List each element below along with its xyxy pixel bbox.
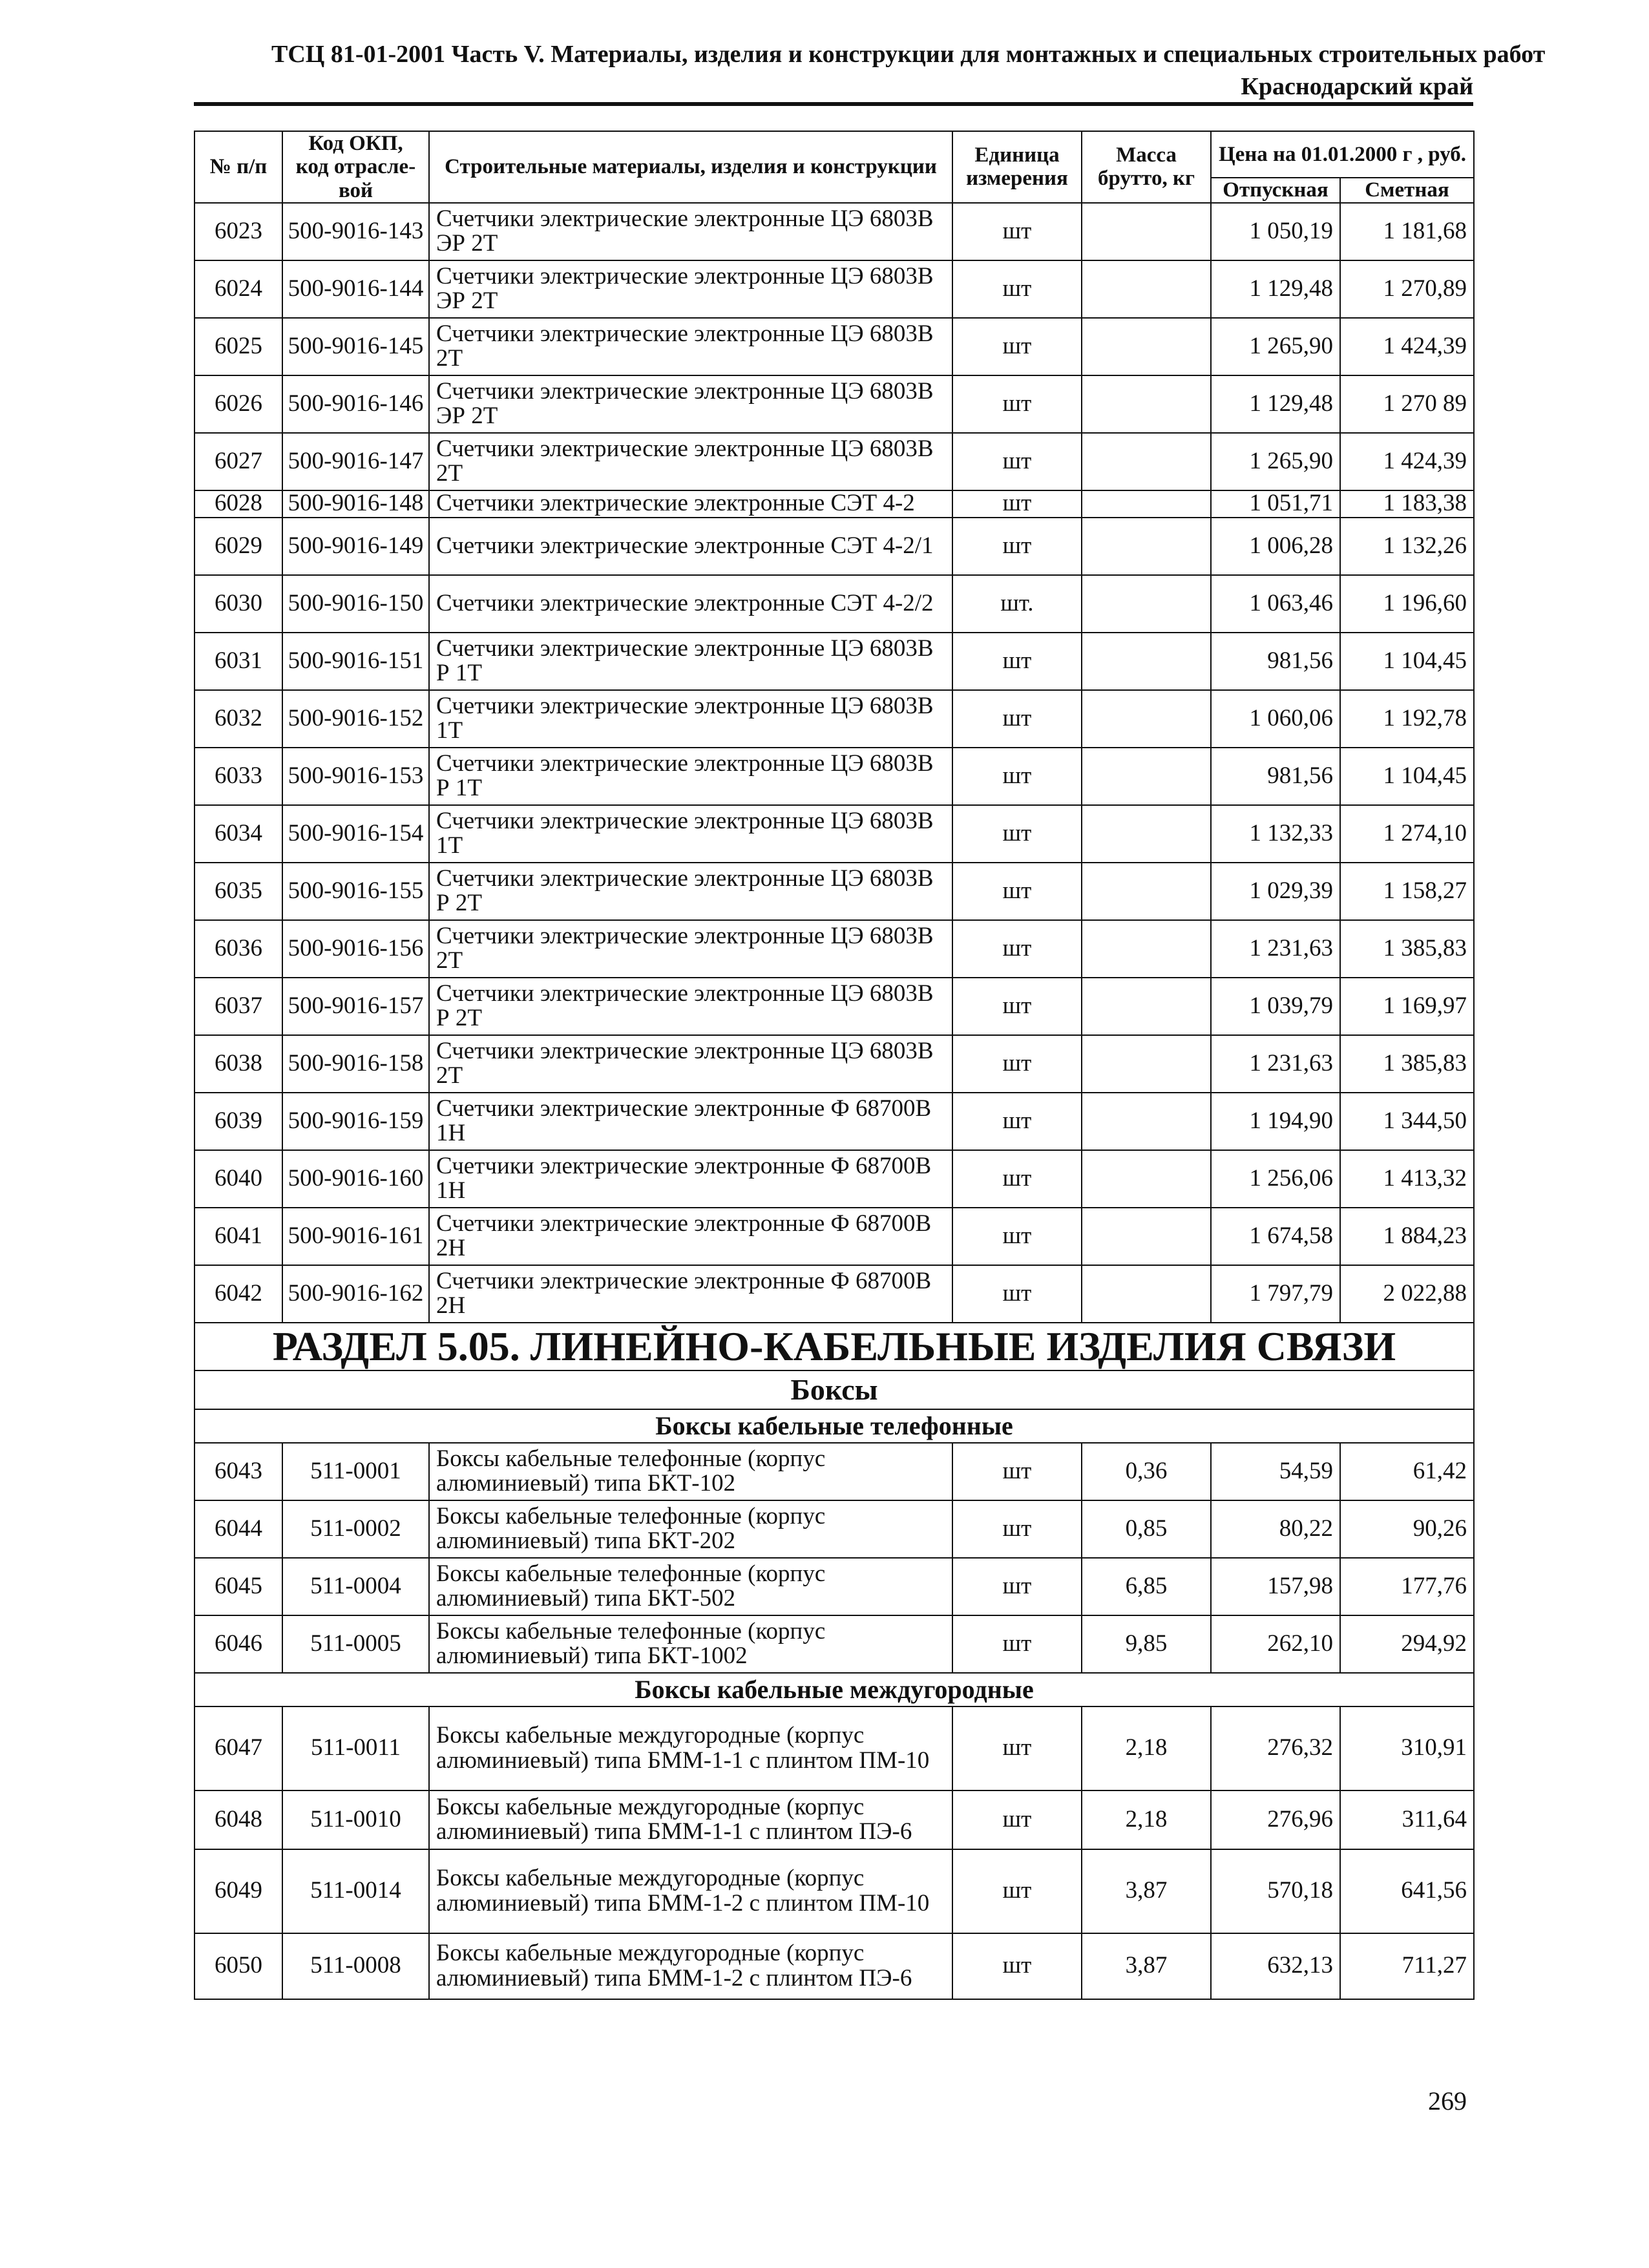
- cell-price-estimate: 1 132,26: [1340, 518, 1474, 575]
- table-row: [194, 518, 1474, 575]
- cell-mass: [1082, 433, 1211, 490]
- cell-num: 6050: [194, 1933, 282, 1999]
- cell-price-release: 80,22: [1211, 1500, 1340, 1558]
- cell-price-release: 1 129,48: [1211, 260, 1340, 318]
- cell-mass: 3,87: [1082, 1933, 1211, 1999]
- cell-code: 511-0008: [282, 1933, 429, 1999]
- cell-unit: шт: [952, 1265, 1082, 1323]
- cell-mass: [1082, 633, 1211, 690]
- table-row: [194, 490, 1474, 518]
- header-rule: [194, 102, 1473, 106]
- cell-mass: [1082, 375, 1211, 433]
- cell-num: 6048: [194, 1790, 282, 1849]
- cell-name: Счетчики электрические электронные Ф 68700В 2Н: [429, 1208, 952, 1265]
- cell-mass: [1082, 1150, 1211, 1208]
- cell-name: Счетчики электрические электронные Ф 68700В 2Н: [429, 1265, 952, 1323]
- table-body-meters: [194, 203, 1474, 1323]
- cell-name: Счетчики электрические электронные ЦЭ 6803В Р 1Т: [429, 748, 952, 805]
- cell-mass: 6,85: [1082, 1558, 1211, 1615]
- cell-code: 500-9016-160: [282, 1150, 429, 1208]
- running-header-region: Краснодарский край: [1241, 73, 1473, 100]
- cell-unit: шт: [952, 690, 1082, 748]
- cell-mass: [1082, 805, 1211, 863]
- cell-unit: шт: [952, 1150, 1082, 1208]
- cell-unit: шт: [952, 1933, 1082, 1999]
- cell-price-estimate: 1 385,83: [1340, 1035, 1474, 1093]
- cell-name: Счетчики электрические электронные СЭТ 4-2: [429, 490, 952, 518]
- cell-num: 6028: [194, 490, 282, 518]
- cell-price-estimate: 310,91: [1340, 1706, 1474, 1790]
- cell-unit: шт: [952, 433, 1082, 490]
- cell-price-release: 1 029,39: [1211, 863, 1340, 920]
- cell-price-estimate: 1 424,39: [1340, 318, 1474, 375]
- table-body-intercity-boxes: [194, 1706, 1474, 1999]
- cell-num: 6026: [194, 375, 282, 433]
- cell-unit: шт: [952, 1849, 1082, 1933]
- cell-price-estimate: 1 884,23: [1340, 1208, 1474, 1265]
- cell-num: 6047: [194, 1706, 282, 1790]
- cell-name: Боксы кабельные телефонные (корпус алюминиевый) типа БКТ-502: [429, 1558, 952, 1615]
- table-row: [194, 748, 1474, 805]
- section-title: РАЗДЕЛ 5.05. ЛИНЕЙНО-КАБЕЛЬНЫЕ ИЗДЕЛИЯ СВЯЗИ: [194, 1323, 1474, 1370]
- table-row: [194, 1558, 1474, 1615]
- table-row: [194, 1500, 1474, 1558]
- cell-unit: шт: [952, 978, 1082, 1035]
- table-row: [194, 1265, 1474, 1323]
- cell-price-release: 570,18: [1211, 1849, 1340, 1933]
- cell-price-estimate: 1 270,89: [1340, 260, 1474, 318]
- col-header-num: № п/п: [194, 131, 282, 203]
- cell-num: 6033: [194, 748, 282, 805]
- cell-code: 511-0002: [282, 1500, 429, 1558]
- cell-price-estimate: 90,26: [1340, 1500, 1474, 1558]
- cell-price-estimate: 1 413,32: [1340, 1150, 1474, 1208]
- cell-unit: шт: [952, 1443, 1082, 1500]
- subgroup-heading-intercity: [194, 1673, 1474, 1706]
- cell-num: 6041: [194, 1208, 282, 1265]
- cell-unit: шт: [952, 260, 1082, 318]
- cell-num: 6044: [194, 1500, 282, 1558]
- table-row: [194, 433, 1474, 490]
- cell-unit: шт: [952, 1706, 1082, 1790]
- cell-name: Боксы кабельные междугородные (корпус алюминиевый) типа БММ-1-1 с плинтом ПЭ-6: [429, 1790, 952, 1849]
- cell-price-estimate: 1 274,10: [1340, 805, 1474, 863]
- table-row: [194, 1615, 1474, 1673]
- cell-unit: шт: [952, 920, 1082, 978]
- cell-code: 500-9016-158: [282, 1035, 429, 1093]
- cell-unit: шт: [952, 1500, 1082, 1558]
- cell-unit: шт: [952, 203, 1082, 260]
- cell-name: Счетчики электрические электронные СЭТ 4-2/1: [429, 518, 952, 575]
- cell-name: Счетчики электрические электронные ЦЭ 6803В ЭР 2Т: [429, 375, 952, 433]
- cell-price-estimate: 1 196,60: [1340, 575, 1474, 633]
- col-header-mass: Масса брутто, кг: [1082, 131, 1211, 203]
- cell-price-release: 632,13: [1211, 1933, 1340, 1999]
- col-header-price-estimate: Сметная: [1340, 178, 1474, 203]
- cell-code: 500-9016-143: [282, 203, 429, 260]
- cell-price-release: 1 231,63: [1211, 1035, 1340, 1093]
- cell-price-estimate: 1 183,38: [1340, 490, 1474, 518]
- running-header-title: ТСЦ 81-01-2001 Часть V. Материалы, изделия и конструкции для монтажных и специальных строительных работ: [271, 41, 1546, 68]
- cell-mass: [1082, 1093, 1211, 1150]
- cell-price-estimate: 1 192,78: [1340, 690, 1474, 748]
- table-body-telephone-boxes: [194, 1443, 1474, 1673]
- cell-code: 500-9016-144: [282, 260, 429, 318]
- section-headings: [194, 1323, 1474, 1443]
- cell-code: 500-9016-150: [282, 575, 429, 633]
- cell-name: Боксы кабельные телефонные (корпус алюминиевый) типа БКТ-1002: [429, 1615, 952, 1673]
- cell-name: Счетчики электрические электронные ЦЭ 6803В 1Т: [429, 805, 952, 863]
- cell-unit: шт: [952, 1790, 1082, 1849]
- table-row: [194, 1150, 1474, 1208]
- cell-unit: шт: [952, 490, 1082, 518]
- cell-name: Счетчики электрические электронные ЦЭ 6803В ЭР 2Т: [429, 260, 952, 318]
- cell-code: 500-9016-154: [282, 805, 429, 863]
- cell-num: 6038: [194, 1035, 282, 1093]
- col-header-price-release: Отпускная: [1211, 178, 1340, 203]
- col-header-price-group: Цена на 01.01.2000 г , руб.: [1211, 131, 1474, 178]
- cell-price-release: 1 265,90: [1211, 318, 1340, 375]
- group-title: Боксы: [194, 1370, 1474, 1409]
- cell-num: 6049: [194, 1849, 282, 1933]
- cell-price-release: 1 674,58: [1211, 1208, 1340, 1265]
- cell-price-estimate: 311,64: [1340, 1790, 1474, 1849]
- table-row: [194, 1035, 1474, 1093]
- table-row: [194, 1093, 1474, 1150]
- cell-name: Счетчики электрические электронные ЦЭ 6803В ЭР 2Т: [429, 203, 952, 260]
- cell-price-release: 981,56: [1211, 748, 1340, 805]
- cell-mass: [1082, 863, 1211, 920]
- cell-mass: [1082, 978, 1211, 1035]
- cell-name: Счетчики электрические электронные ЦЭ 6803В Р 2Т: [429, 978, 952, 1035]
- cell-mass: 2,18: [1082, 1790, 1211, 1849]
- cell-unit: шт: [952, 1035, 1082, 1093]
- cell-mass: [1082, 690, 1211, 748]
- cell-mass: [1082, 490, 1211, 518]
- cell-name: Счетчики электрические электронные ЦЭ 6803В Р 2Т: [429, 863, 952, 920]
- cell-price-release: 1 051,71: [1211, 490, 1340, 518]
- cell-mass: 9,85: [1082, 1615, 1211, 1673]
- cell-price-release: 276,96: [1211, 1790, 1340, 1849]
- table-row: [194, 1790, 1474, 1849]
- cell-price-release: 1 256,06: [1211, 1150, 1340, 1208]
- subgroup-title-intercity: Боксы кабельные междугородные: [194, 1673, 1474, 1706]
- cell-price-release: 1 194,90: [1211, 1093, 1340, 1150]
- cell-name: Счетчики электрические электронные ЦЭ 6803В 2Т: [429, 1035, 952, 1093]
- table-row: [194, 920, 1474, 978]
- table-row: [194, 375, 1474, 433]
- cell-price-estimate: 1 104,45: [1340, 748, 1474, 805]
- table-row: [194, 690, 1474, 748]
- cell-price-release: 262,10: [1211, 1615, 1340, 1673]
- cell-code: 500-9016-146: [282, 375, 429, 433]
- cell-unit: шт: [952, 518, 1082, 575]
- cell-num: 6046: [194, 1615, 282, 1673]
- cell-code: 500-9016-159: [282, 1093, 429, 1150]
- cell-price-estimate: 1 385,83: [1340, 920, 1474, 978]
- cell-name: Боксы кабельные телефонные (корпус алюминиевый) типа БКТ-202: [429, 1500, 952, 1558]
- cell-code: 500-9016-149: [282, 518, 429, 575]
- cell-price-estimate: 1 181,68: [1340, 203, 1474, 260]
- table-row: [194, 575, 1474, 633]
- cell-code: 500-9016-161: [282, 1208, 429, 1265]
- cell-name: Счетчики электрические электронные ЦЭ 6803В 2Т: [429, 433, 952, 490]
- cell-code: 511-0011: [282, 1706, 429, 1790]
- cell-code: 500-9016-145: [282, 318, 429, 375]
- cell-price-estimate: 1 424,39: [1340, 433, 1474, 490]
- cell-code: 511-0004: [282, 1558, 429, 1615]
- cell-num: 6040: [194, 1150, 282, 1208]
- table-row: [194, 805, 1474, 863]
- cell-name: Счетчики электрические электронные ЦЭ 6803В 2Т: [429, 318, 952, 375]
- cell-num: 6036: [194, 920, 282, 978]
- cell-num: 6045: [194, 1558, 282, 1615]
- price-table: [194, 131, 1475, 2000]
- cell-num: 6029: [194, 518, 282, 575]
- cell-code: 500-9016-157: [282, 978, 429, 1035]
- cell-code: 511-0001: [282, 1443, 429, 1500]
- table-row: [194, 1706, 1474, 1790]
- table-row: [194, 1443, 1474, 1500]
- cell-num: 6030: [194, 575, 282, 633]
- cell-code: 500-9016-147: [282, 433, 429, 490]
- cell-mass: [1082, 748, 1211, 805]
- cell-price-estimate: 641,56: [1340, 1849, 1474, 1933]
- cell-price-release: 981,56: [1211, 633, 1340, 690]
- cell-unit: шт: [952, 633, 1082, 690]
- cell-mass: [1082, 260, 1211, 318]
- table-row: [194, 1849, 1474, 1933]
- cell-unit: шт: [952, 863, 1082, 920]
- cell-code: 500-9016-153: [282, 748, 429, 805]
- table-row: [194, 633, 1474, 690]
- table-header: [194, 131, 1474, 203]
- cell-price-release: 1 039,79: [1211, 978, 1340, 1035]
- cell-price-release: 1 050,19: [1211, 203, 1340, 260]
- cell-mass: [1082, 920, 1211, 978]
- cell-unit: шт: [952, 805, 1082, 863]
- cell-unit: шт: [952, 1558, 1082, 1615]
- cell-name: Счетчики электрические электронные Ф 68700В 1Н: [429, 1093, 952, 1150]
- cell-mass: [1082, 1035, 1211, 1093]
- cell-price-release: 1 231,63: [1211, 920, 1340, 978]
- cell-name: Боксы кабельные междугородные (корпус алюминиевый) типа БММ-1-2 с плинтом ПМ-10: [429, 1849, 952, 1933]
- subgroup-title-telephone: Боксы кабельные телефонные: [194, 1409, 1474, 1443]
- cell-price-estimate: 1 104,45: [1340, 633, 1474, 690]
- cell-mass: 2,18: [1082, 1706, 1211, 1790]
- cell-num: 6027: [194, 433, 282, 490]
- cell-price-release: 1 060,06: [1211, 690, 1340, 748]
- cell-name: Счетчики электрические электронные ЦЭ 6803В 2Т: [429, 920, 952, 978]
- cell-unit: шт: [952, 1615, 1082, 1673]
- cell-unit: шт: [952, 1208, 1082, 1265]
- table-row: [194, 863, 1474, 920]
- table-row: [194, 1933, 1474, 1999]
- cell-price-estimate: 177,76: [1340, 1558, 1474, 1615]
- cell-num: 6039: [194, 1093, 282, 1150]
- cell-mass: 0,36: [1082, 1443, 1211, 1500]
- col-header-unit: Единица измерения: [952, 131, 1082, 203]
- cell-price-estimate: 1 344,50: [1340, 1093, 1474, 1150]
- cell-price-release: 1 132,33: [1211, 805, 1340, 863]
- cell-price-estimate: 1 169,97: [1340, 978, 1474, 1035]
- cell-price-estimate: 294,92: [1340, 1615, 1474, 1673]
- col-header-name: Строительные материалы, изделия и конструкции: [429, 131, 952, 203]
- cell-price-release: 1 129,48: [1211, 375, 1340, 433]
- cell-unit: шт: [952, 318, 1082, 375]
- cell-mass: 0,85: [1082, 1500, 1211, 1558]
- cell-num: 6031: [194, 633, 282, 690]
- cell-price-release: 54,59: [1211, 1443, 1340, 1500]
- cell-code: 500-9016-155: [282, 863, 429, 920]
- cell-num: 6023: [194, 203, 282, 260]
- cell-name: Боксы кабельные телефонные (корпус алюминиевый) типа БКТ-102: [429, 1443, 952, 1500]
- table-row: [194, 318, 1474, 375]
- cell-code: 500-9016-162: [282, 1265, 429, 1323]
- cell-mass: [1082, 518, 1211, 575]
- cell-price-release: 276,32: [1211, 1706, 1340, 1790]
- cell-code: 511-0010: [282, 1790, 429, 1849]
- cell-num: 6042: [194, 1265, 282, 1323]
- cell-code: 511-0014: [282, 1849, 429, 1933]
- cell-num: 6025: [194, 318, 282, 375]
- cell-mass: 3,87: [1082, 1849, 1211, 1933]
- cell-price-estimate: 61,42: [1340, 1443, 1474, 1500]
- cell-name: Счетчики электрические электронные СЭТ 4-2/2: [429, 575, 952, 633]
- cell-mass: [1082, 318, 1211, 375]
- cell-num: 6043: [194, 1443, 282, 1500]
- cell-name: Счетчики электрические электронные Ф 68700В 1Н: [429, 1150, 952, 1208]
- cell-name: Боксы кабельные междугородные (корпус алюминиевый) типа БММ-1-1 с плинтом ПМ-10: [429, 1706, 952, 1790]
- col-header-code: Код ОКП, код отрасле-вой: [282, 131, 429, 203]
- cell-unit: шт: [952, 375, 1082, 433]
- cell-mass: [1082, 575, 1211, 633]
- cell-code: 500-9016-151: [282, 633, 429, 690]
- cell-num: 6037: [194, 978, 282, 1035]
- cell-unit: шт.: [952, 575, 1082, 633]
- cell-unit: шт: [952, 748, 1082, 805]
- cell-code: 500-9016-152: [282, 690, 429, 748]
- cell-price-release: 1 006,28: [1211, 518, 1340, 575]
- cell-code: 500-9016-156: [282, 920, 429, 978]
- table-row: [194, 260, 1474, 318]
- cell-num: 6024: [194, 260, 282, 318]
- cell-price-release: 1 265,90: [1211, 433, 1340, 490]
- cell-code: 500-9016-148: [282, 490, 429, 518]
- cell-price-estimate: 2 022,88: [1340, 1265, 1474, 1323]
- table-row: [194, 978, 1474, 1035]
- cell-num: 6032: [194, 690, 282, 748]
- table-row: [194, 203, 1474, 260]
- cell-mass: [1082, 1265, 1211, 1323]
- cell-name: Счетчики электрические электронные ЦЭ 6803В Р 1Т: [429, 633, 952, 690]
- cell-price-estimate: 711,27: [1340, 1933, 1474, 1999]
- cell-num: 6034: [194, 805, 282, 863]
- cell-num: 6035: [194, 863, 282, 920]
- cell-price-release: 1 063,46: [1211, 575, 1340, 633]
- cell-price-release: 1 797,79: [1211, 1265, 1340, 1323]
- cell-code: 511-0005: [282, 1615, 429, 1673]
- cell-mass: [1082, 203, 1211, 260]
- cell-price-estimate: 1 158,27: [1340, 863, 1474, 920]
- cell-mass: [1082, 1208, 1211, 1265]
- page-number: 269: [1428, 2086, 1467, 2116]
- cell-name: Счетчики электрические электронные ЦЭ 6803В 1Т: [429, 690, 952, 748]
- table-row: [194, 1208, 1474, 1265]
- cell-unit: шт: [952, 1093, 1082, 1150]
- cell-price-estimate: 1 270 89: [1340, 375, 1474, 433]
- cell-price-release: 157,98: [1211, 1558, 1340, 1615]
- cell-name: Боксы кабельные междугородные (корпус алюминиевый) типа БММ-1-2 с плинтом ПЭ-6: [429, 1933, 952, 1999]
